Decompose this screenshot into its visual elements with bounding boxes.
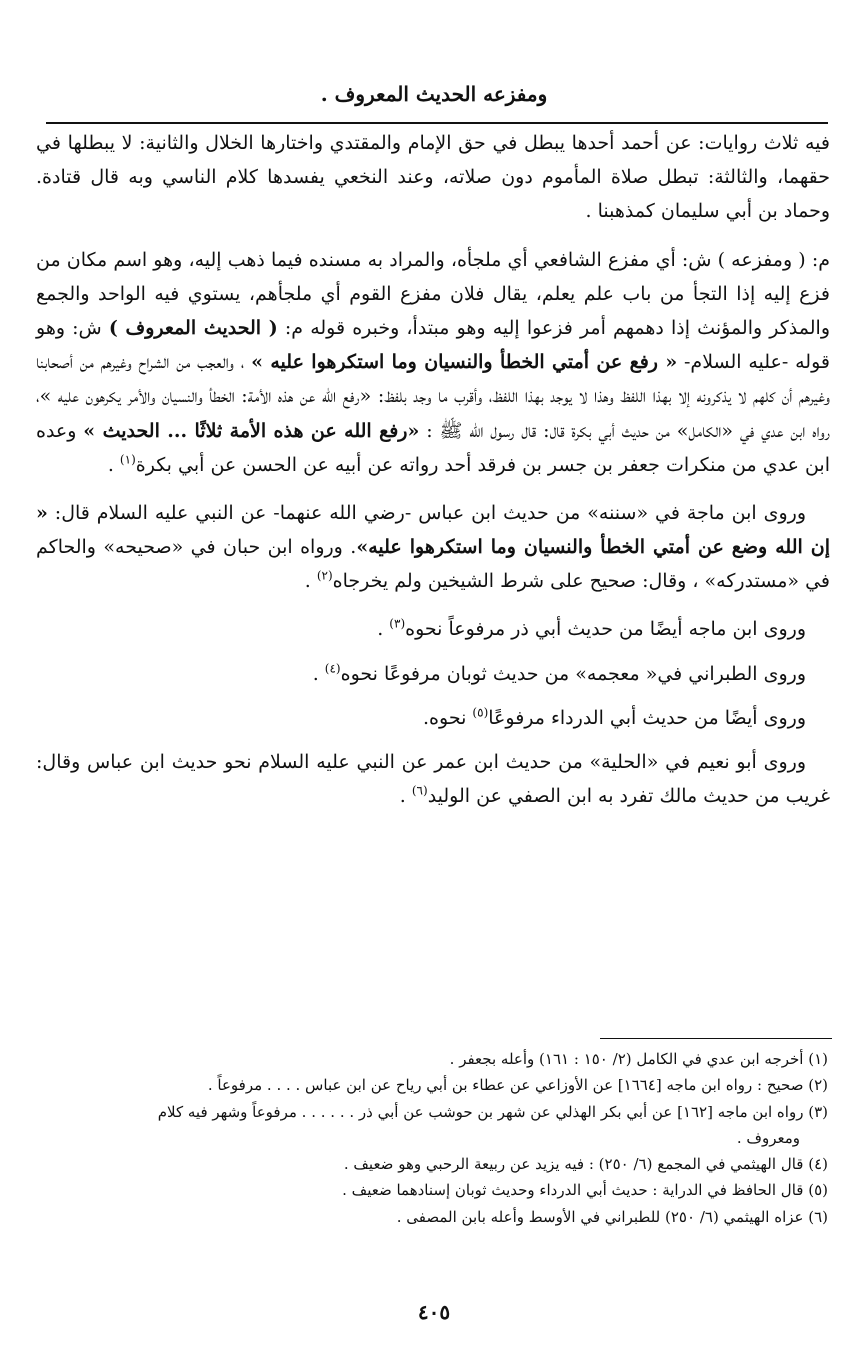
paragraph-6-text: وروى أيضًا من حديث أبي الدرداء مرفوعًا <box>488 706 806 729</box>
footnote-ref-6[interactable]: (٦) <box>411 783 428 798</box>
running-header: ومفزعه الحديث المعروف . <box>320 82 548 106</box>
paragraph-2-text-e: ، والعجب من الشراح وغيرهم من أصحابنا وغيرهم أن كلهم لا يذكرونه إلا بهذا اللفظ وهذا لا يوجد بهذا اللفظ، وأقرب ما وجد بلفظ: «رفع الله عن هذه الأمة: الخطأ والنسيان والأمر يكرهون عليه »، رواه ابن عدي في «الكامل» من حديث أبي بكرة قال: قال رسول الله ﷺ : <box>36 351 831 442</box>
footnote-ref-5[interactable]: (٥) <box>472 705 489 720</box>
paragraph-2-matn: ( الحديث المعروف ) <box>108 316 278 339</box>
footnote-3-continuation: ومعروف . <box>736 1128 800 1147</box>
footnote-ref-1[interactable]: (١) <box>119 452 136 467</box>
paragraph-5 <box>36 657 830 691</box>
paragraph-3-text-a: وروى ابن ماجة في «سننه» من حديث ابن عباس -رضي الله عنهما- عن النبي عليه السلام قال: <box>47 501 806 524</box>
paragraph-3-text-c: . ورواه ابن حبان في «صحيحه» والحاكم في «مستدركه» ، وقال: صحيح على شرط الشيخين ولم يخرجاه <box>36 536 830 593</box>
footnote-4: (٤) قال الهيثمي في المجمع (٦/ ٢٥٠) : فيه يزيد عن ربيعة الرحبي وهو ضعيف . <box>343 1155 828 1173</box>
paragraph-7-end: . <box>399 785 412 808</box>
footnote-1: (١) أخرجه ابن عدي في الكامل (٢/ ١٥٠ : ١٦١) وأعله بجعفر . <box>449 1050 828 1068</box>
paragraph-2 <box>36 243 830 482</box>
footnote-5: (٥) قال الحافظ في الدراية : حديث أبي الدرداء وحديث ثوبان إسنادهما ضعيف . <box>342 1181 828 1200</box>
paragraph-5-end: . <box>312 662 325 685</box>
paragraph-5-text: وروى الطبراني في« معجمه» من حديث ثوبان مرفوعًا نحوه <box>340 662 806 685</box>
footnote-3: (٣) رواه ابن ماجه [١٦٢] عن أبي بكر الهذلي عن شهر بن حوشب عن أبي ذر . . . . . . مرفوعاً وشهر فيه كلام <box>157 1102 828 1121</box>
footnotes <box>36 1046 830 1230</box>
page-number: ٤٠٥ <box>417 1300 451 1324</box>
footnote-ref-2[interactable]: (٢) <box>316 568 333 583</box>
footnote-2: (٢) صحيح : رواه ابن ماجه [١٦٦٤] عن الأوزاعي عن عطاء بن أبي رياح عن ابن عباس . . . . مرفوعاً . <box>207 1076 828 1095</box>
paragraph-2-text-g: وعده ابن عدي من منكرات جعفر بن جسر بن فرقد أحد رواته عن أبيه عن الحسن عن أبي بكرة <box>36 419 830 476</box>
paragraph-2-hadith-quote-2: «رفع الله عن هذه الأمة ثلاثًا ... الحديث » <box>83 419 420 442</box>
main-text <box>36 126 830 827</box>
paragraph-3-hadith-quote: « إن الله وضع عن أمتي الخطأ والنسيان وما استكرهوا عليه» <box>36 501 830 559</box>
paragraph-1: فيه ثلاث روايات: عن أحمد أحدها يبطل في حق الإمام والمقتدي واختارها الخلال والثانية: لا يبطلها في حقهما، والثالثة: تبطل صلاة المأموم دون صلاته، وعند النخعي يفسدها كلام الناسي وبه قال قتادة. وحماد بن أبي سليمان كمذهبنا . <box>36 132 830 223</box>
paragraph-4 <box>36 612 830 646</box>
paragraph-2-text-a: م: ( ومفزعه ) ش: أي مفزع الشافعي أي ملجأه، والمراد به مسنده فيما ذهب إليه، وهو اسم مكان من فزع إليه إذا التجأ من باب علم يعلم، يقال فلان مفزع القوم أي ملجأهم، يستوي فيه الواحد والجمع والمذكر والمؤنث إذا دهمهم أمر فزعوا إليه وهو مبتدأ، وخبره قوله م: <box>36 248 831 339</box>
paragraph-3-end: . <box>304 570 317 593</box>
paragraph-6-end: نحوه. <box>423 706 473 729</box>
paragraph-2-end: . <box>107 453 120 476</box>
paragraph-3 <box>36 496 830 599</box>
footnote-separator <box>600 1038 832 1039</box>
footnote-ref-3[interactable]: (٣) <box>389 617 406 632</box>
header-rule <box>46 122 828 124</box>
paragraph-2-hadith-quote: « رفع عن أمتي الخطأ والنسيان وما استكرهوا عليه » <box>251 351 678 374</box>
footnote-ref-4[interactable]: (٤) <box>324 661 341 676</box>
paragraph-2-text-c: ش: وهو قوله -عليه السلام- <box>36 316 830 374</box>
paragraph-7-text: وروى أبو نعيم في «الحلية» من حديث ابن عمر عن النبي عليه السلام نحو حديث ابن عباس وقال: غريب من حديث مالك تفرد به ابن الصفي عن الوليد <box>36 751 830 808</box>
paragraph-7 <box>36 745 830 813</box>
paragraph-4-text: وروى ابن ماجه أيضًا من حديث أبي ذر مرفوعاً نحوه <box>405 618 806 641</box>
footnote-6: (٦) عزاه الهيثمي (٦/ ٢٥٠) للطبراني في الأوسط وأعله بابن المصفى . <box>396 1207 828 1226</box>
paragraph-6 <box>36 701 830 735</box>
paragraph-4-end: . <box>377 618 390 641</box>
